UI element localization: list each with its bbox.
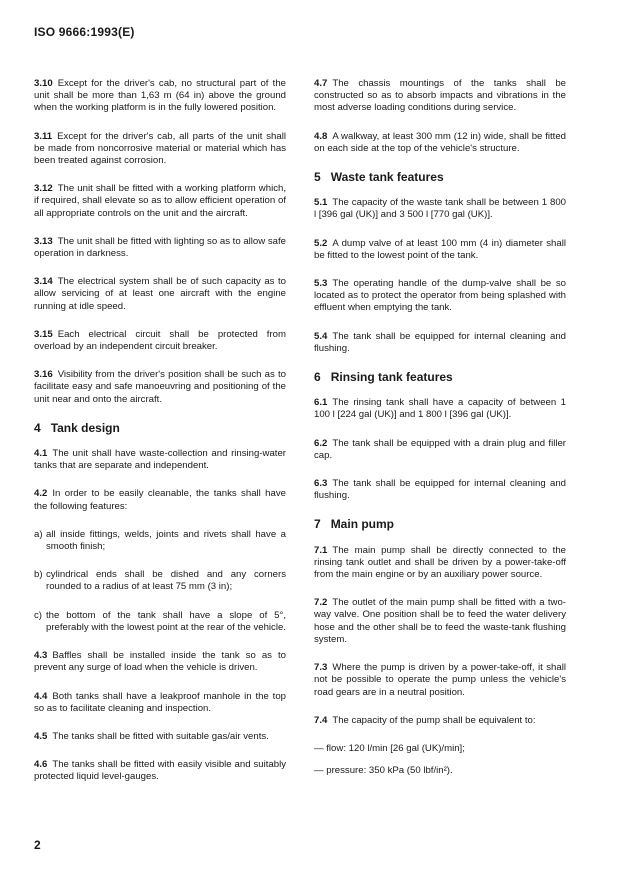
clause-text: The tanks shall be fitted with easily visible and suitably protected liquid level-gauges.	[34, 759, 286, 783]
clause-text: The outlet of the main pump shall be fitted with a two-way valve. One position shall be to feed the water delivery hose and the other shall be to feed the waste-tank flushing system.	[314, 597, 566, 645]
clause-paragraph	[34, 369, 286, 406]
clause-number: 7.3	[314, 662, 328, 674]
list-item-label: b)	[34, 569, 43, 581]
clause-number: 5.2	[314, 237, 328, 249]
clause-number: 4.8	[314, 130, 328, 142]
clause-text: The rinsing tank shall have a capacity of between 1 100 l [224 gal (UK)] and 1 800 l [396 gal (UK)].	[314, 397, 566, 421]
clause-paragraph	[34, 78, 286, 115]
clause-text: The unit shall be fitted with lighting so as to allow safe operation in darkness.	[34, 235, 286, 260]
clause-number: 3.16	[34, 369, 53, 381]
section-heading	[34, 422, 286, 434]
clause-number: 4.5	[34, 730, 48, 742]
section-title: Tank design	[50, 420, 120, 435]
clause-number: 7.1	[314, 544, 328, 556]
clause-paragraph	[314, 131, 566, 155]
clause-paragraph	[34, 183, 286, 220]
clause-number: 7.2	[314, 597, 328, 609]
clause-text: The unit shall have waste-collection and rinsing-water tanks that are separate and independent.	[34, 448, 286, 472]
clause-paragraph	[34, 448, 286, 472]
clause-text: Visibility from the driver's position shall be such as to facilitate easy and safe manoeuvring and positioning of the unit near and onto the aircraft.	[34, 369, 286, 405]
clause-number: 5.4	[314, 330, 328, 342]
section-heading	[314, 371, 566, 383]
clause-text: A walkway, at least 300 mm (12 in) wide, shall be fitted on each side at the top of the vehicle's structure.	[314, 130, 566, 154]
clause-number: 4.3	[34, 650, 48, 662]
clause-paragraph	[314, 545, 566, 582]
clause-text: Each electrical circuit shall be protected from overload by an independent circuit breaker.	[34, 328, 286, 353]
clause-number: 4.2	[34, 488, 48, 500]
clause-paragraph	[34, 650, 286, 674]
clause-paragraph	[34, 759, 286, 783]
clause-text: Except for the driver's cab, no structural part of the unit shall be more than 1,63 m (64 in) above the ground when the working platform is in the fully lowered position.	[34, 78, 286, 114]
clause-text: The tanks shall be fitted with suitable gas/air vents.	[52, 730, 269, 742]
clause-text: The chassis mountings of the tanks shall be constructed so as to absorb impacts and vibrations in the most adverse loading conditions during service.	[314, 78, 566, 114]
clause-paragraph	[314, 278, 566, 315]
section-heading	[314, 518, 566, 530]
clause-text: The tank shall be equipped for internal cleaning and flushing.	[314, 478, 566, 502]
clause-text: The main pump shall be directly connected to the rinsing tank outlet and shall be driven by a power-take-off from the main engine or by an auxiliary power source.	[314, 544, 566, 581]
clause-paragraph	[314, 78, 566, 115]
clause-number: 3.15	[34, 328, 53, 340]
clause-number: 6.2	[314, 437, 328, 449]
clause-paragraph	[314, 238, 566, 262]
clause-paragraph	[34, 236, 286, 260]
list-item	[34, 610, 286, 634]
clause-text: Baffles shall be installed inside the tank so as to prevent any surge of load when the vehicle is driven.	[34, 650, 286, 674]
clause-paragraph	[314, 597, 566, 646]
list-item-text: all inside fittings, welds, joints and rivets shall have a smooth finish;	[46, 528, 286, 553]
clause-text: The unit shall be fitted with a working platform which, if required, shall elevate so as to allow efficient operation of all appropriate controls on the unit and the aircraft.	[34, 183, 286, 219]
page-number: 2	[34, 838, 41, 852]
clause-number: 4.4	[34, 690, 48, 702]
clause-number: 4.1	[34, 448, 48, 460]
dash-item: — pressure: 350 kPa (50 lbf/in²).	[314, 765, 453, 777]
dash-item: — flow: 120 l/min [26 gal (UK)/min];	[314, 742, 465, 754]
clause-number: 3.12	[34, 183, 53, 195]
clause-text: The tank shall be equipped with a drain plug and filler cap.	[314, 437, 566, 461]
clause-paragraph	[34, 488, 286, 512]
clause-number: 4.7	[314, 78, 328, 89]
clause-number: 5.3	[314, 278, 328, 290]
clause-number: 3.14	[34, 276, 53, 288]
clause-paragraph	[34, 329, 286, 353]
clause-text: The tank shall be equipped for internal cleaning and flushing.	[314, 330, 566, 354]
clause-number: 4.6	[34, 759, 48, 771]
clause-text: The capacity of the waste tank shall be between 1 800 l [396 gal (UK)] and 3 500 l [770 gal (UK)].	[314, 197, 566, 221]
clause-paragraph	[314, 331, 566, 355]
clause-text: Except for the driver's cab, all parts of the unit shall be made from noncorrosive material or material which has been treated against corrosion.	[34, 130, 286, 167]
clause-text: The capacity of the pump shall be equivalent to:	[332, 714, 536, 726]
clause-number: 3.11	[34, 130, 53, 142]
clause-text: The operating handle of the dump-valve shall be so located as to protect the operator from being splashed with effluent when emptying the tank.	[314, 278, 566, 314]
clause-number: 7.4	[314, 714, 328, 726]
clause-paragraph	[34, 131, 286, 168]
clause-paragraph	[314, 662, 566, 699]
section-number: 4	[34, 420, 41, 435]
clause-text: The electrical system shall be of such capacity as to allow servicing of at least one aircraft with the engine running at idle speed.	[34, 276, 286, 312]
document-header: ISO 9666:1993(E)	[34, 25, 135, 39]
list-item-label: c)	[34, 609, 42, 621]
clause-paragraph	[314, 478, 566, 502]
section-title: Rinsing tank features	[330, 370, 453, 385]
section-number: 5	[314, 170, 321, 185]
clause-paragraph	[314, 438, 566, 462]
section-heading	[314, 171, 566, 183]
clause-number: 6.1	[314, 397, 328, 409]
section-title: Main pump	[330, 517, 395, 532]
clause-number: 3.13	[34, 235, 53, 247]
left-column	[34, 78, 286, 800]
clause-text: Both tanks shall have a leakproof manhole in the top so as to facilitate cleaning and inspection.	[34, 690, 286, 714]
clause-paragraph	[314, 397, 566, 421]
clause-paragraph	[34, 731, 286, 743]
clause-paragraph	[34, 276, 286, 313]
clause-number: 3.10	[34, 78, 53, 89]
list-item	[34, 569, 286, 593]
right-column	[314, 78, 566, 787]
list-item-text: cylindrical ends shall be dished and any corners rounded to a radius of at least 75 mm (3 in);	[46, 569, 286, 593]
section-number: 6	[314, 370, 321, 385]
clause-text: Where the pump is driven by a power-take-off, it shall not be possible to operate the pump unless the vehicle's road gears are in a neutral position.	[314, 662, 566, 698]
clause-number: 6.3	[314, 478, 328, 490]
section-number: 7	[314, 517, 321, 532]
list-item-text: the bottom of the tank shall have a slope of 5°, preferably with the lowest point at the rear of the vehicle.	[46, 609, 286, 633]
list-item-label: a)	[34, 528, 43, 540]
clause-text: A dump valve of at least 100 mm (4 in) diameter shall be fitted to the lowest point of the tank.	[314, 237, 566, 261]
clause-paragraph	[34, 691, 286, 715]
clause-number: 5.1	[314, 197, 328, 209]
section-title: Waste tank features	[330, 170, 444, 185]
clause-text: In order to be easily cleanable, the tanks shall have the following features:	[34, 488, 286, 512]
list-item	[34, 529, 286, 553]
clause-paragraph	[314, 197, 566, 221]
clause-paragraph	[314, 715, 566, 727]
